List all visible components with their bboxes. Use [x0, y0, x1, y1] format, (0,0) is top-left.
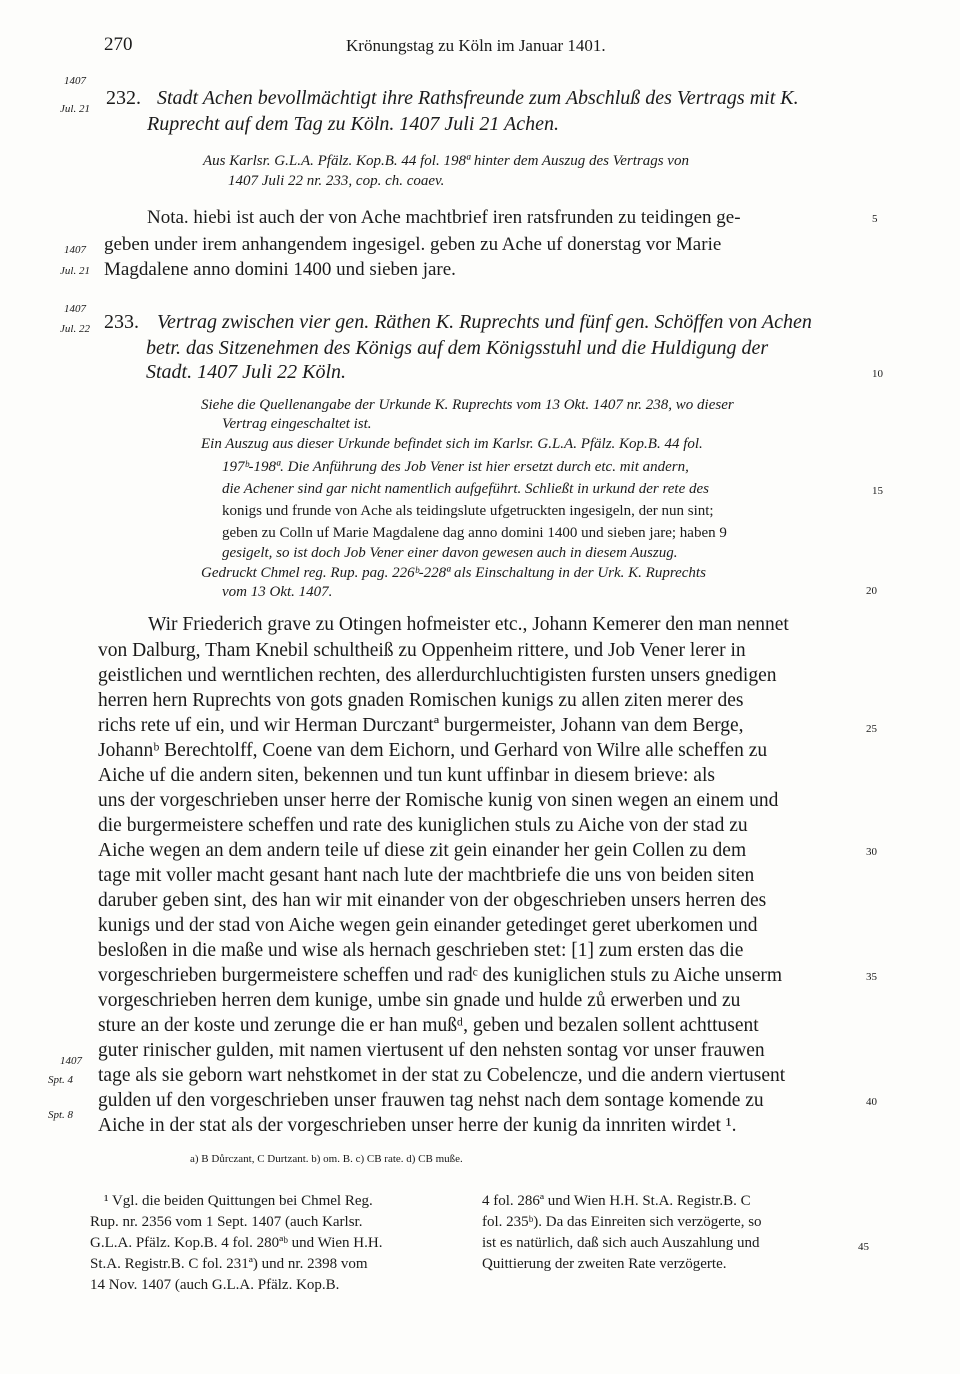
body-line: sture an der koste und zerunge die er han mußᵈ, geben und bezalen sollent achttusent [98, 1015, 759, 1036]
entry-233-source-line: Vertrag eingeschaltet ist. [222, 416, 372, 432]
line-number-5: 5 [872, 213, 878, 225]
entry-233-source-line: Ein Auszug aus dieser Urkunde befindet sich im Karlsr. G.L.A. Pfälz. Kop.B. 44 fol. [201, 436, 703, 452]
body-line: uns der vorgeschrieben unser herre der Romische kunig von sinen wegen an einem und [98, 790, 779, 811]
entry-233-source-line: Gedruckt Chmel reg. Rup. pag. 226ᵇ-228ª als Einschaltung in der Urk. K. Ruprechts [201, 565, 706, 581]
body-line: tage als sie geborn wart nehstkomet in der stat zu Cobelencze, und die andern viertusent [98, 1065, 786, 1086]
footnote-left-line: ¹ Vgl. die beiden Quittungen bei Chmel Reg. [104, 1193, 373, 1209]
body-line: Aiche in der stat als der vorgeschrieben unser herre der kunig da innriten wirdet ¹. [98, 1115, 737, 1136]
margin-date-spt-8: Spt. 8 [48, 1109, 74, 1121]
entry-232-source-line-2: 1407 Juli 22 nr. 233, cop. ch. coaev. [228, 173, 445, 189]
textual-apparatus: a) B Důrczant, C Durtzant. b) om. B. c) CB rate. d) CB muße. [190, 1153, 463, 1165]
body-line: tage mit voller macht gesant hant nach lute der machtbriefe die uns von beiden siten [98, 865, 755, 886]
footnote-left-line: 14 Nov. 1407 (auch G.L.A. Pfälz. Kop.B. [90, 1277, 340, 1293]
body-line: geistlichen und werntlichen rechten, des allerdurchluchtigisten fursten unsers gnedigen [98, 665, 777, 686]
body-line: herren hern Ruprechts von gots gnaden Romischen kunigs zu allen ziten merer des [98, 690, 744, 711]
nota-margin-date: Jul. 21 [60, 265, 90, 277]
entry-233-source-line: Siehe die Quellenangabe der Urkunde K. Ruprechts vom 13 Okt. 1407 nr. 238, wo dieser [201, 397, 734, 413]
entry-232-nota-line-1: Nota. hiebi ist auch der von Ache machtbrief iren ratsfrunden zu teidingen ge- [147, 207, 741, 228]
entry-233-source-line: die Achener sind gar nicht namentlich aufgeführt. Schließt in urkund der rete des [222, 481, 709, 497]
line-number-25: 25 [866, 723, 877, 735]
body-line: Wir Friederich grave zu Otingen hofmeister etc., Johann Kemerer den man nennet [148, 614, 789, 635]
nota-margin-year: 1407 [64, 244, 86, 256]
footnote-right-line: ist es natürlich, daß sich auch Auszahlung und [482, 1235, 760, 1251]
entry-233-source-line: konigs und frunde von Ache als teidingslute ufgetruckten ingesigeln, der nun sint; [222, 503, 714, 519]
footnote-left-line: Rup. nr. 2356 vom 1 Sept. 1407 (auch Karlsr. [90, 1214, 363, 1230]
line-number-35: 35 [866, 971, 877, 983]
entry-233-title-line-1: Vertrag zwischen vier gen. Räthen K. Ruprechts und fünf gen. Schöffen von Achen [157, 311, 812, 333]
footnote-left-line: G.L.A. Pfälz. Kop.B. 4 fol. 280ªᵇ und Wien H.H. [90, 1235, 383, 1251]
footnote-left-line: St.A. Registr.B. C fol. 231ª) und nr. 2398 vom [90, 1256, 368, 1272]
margin-year-1407: 1407 [60, 1055, 82, 1067]
body-line: die burgermeistere scheffen und rate des kuniglichen stuls zu Aiche von der stad zu [98, 815, 748, 836]
margin-date-spt-4: Spt. 4 [48, 1074, 74, 1086]
footnote-right-line: fol. 235ᵇ). Da das Einreiten sich verzögerte, so [482, 1214, 762, 1230]
entry-233-title-line-3: Stadt. 1407 Juli 22 Köln. [146, 361, 346, 383]
entry-233-source-line: 197ᵇ-198ª. Die Anführung des Job Vener ist hier ersetzt durch etc. mit andern, [222, 459, 689, 475]
entry-233-source-line: vom 13 Okt. 1407. [222, 584, 333, 600]
body-line: kunigs und der stad von Aiche wegen gein einander getedinget geret uberkomen und [98, 915, 758, 936]
body-line: Johannᵇ Berechtolff, Coene van dem Eichorn, und Gerhard von Wilre alle scheffen zu [98, 740, 768, 761]
line-number-30: 30 [866, 846, 877, 858]
line-number-20: 20 [866, 585, 877, 597]
body-line: gulden uf den vorgeschrieben unser frauwen tag nehst nach dem sontage komende zu [98, 1090, 764, 1111]
footnote-right-line: 4 fol. 286ª und Wien H.H. St.A. Registr.B. C [482, 1193, 751, 1209]
entry-232-margin-date: Jul. 21 [60, 103, 90, 115]
body-line: Aiche uf die andern siten, bekennen und tun kunt uffinbar in diesem brieve: als [98, 765, 715, 786]
entry-232-nota-line-2: geben under irem anhangendem ingesigel. geben zu Ache uf donerstag vor Marie [104, 234, 722, 255]
line-number-10: 10 [872, 368, 883, 380]
entry-232-source-line-1: Aus Karlsr. G.L.A. Pfälz. Kop.B. 44 fol. 198ª hinter dem Auszug des Vertrags von [203, 153, 689, 169]
entry-233-margin-year: 1407 [64, 303, 86, 315]
entry-232-number: 232. [106, 87, 141, 109]
entry-233-margin-date: Jul. 22 [60, 323, 90, 335]
running-title: Krönungstag zu Köln im Januar 1401. [346, 36, 606, 55]
entry-232-title-line-2: Ruprecht auf dem Tag zu Köln. 1407 Juli 21 Achen. [147, 113, 560, 135]
entry-233-number: 233. [104, 311, 139, 333]
body-line: guter rinischer gulden, mit namen viertusent uf den nehsten sontag vor unser frauwen [98, 1040, 765, 1061]
body-line: daruber geben sint, des han wir mit einander von der obgeschrieben unsers herren des [98, 890, 767, 911]
entry-233-title-line-2: betr. das Sitzenehmen des Königs auf dem Königsstuhl und die Huldigung der [146, 337, 769, 359]
page-number: 270 [104, 34, 133, 55]
body-line: besloßen in die maße und wise als hernach geschrieben stet: [1] zum ersten das die [98, 940, 744, 961]
entry-232-nota-line-3: Magdalene anno domini 1400 und sieben jare. [104, 259, 456, 280]
body-line: vorgeschrieben burgermeistere scheffen und radᶜ des kuniglichen stuls zu Aiche unserm [98, 965, 783, 986]
body-line: richs rete uf ein, und wir Herman Durczantª burgermeister, Johann van dem Berge, [98, 715, 744, 736]
line-number-45: 45 [858, 1241, 869, 1253]
entry-233-source-line: geben zu Colln uf Marie Magdalene dag anno domini 1400 und sieben jare; haben 9 [222, 525, 727, 541]
entry-232-title-line-1: Stadt Achen bevollmächtigt ihre Rathsfreunde zum Abschluß des Vertrags mit K. [157, 87, 799, 109]
entry-233-source-line: gesigelt, so ist doch Job Vener einer davon gewesen auch in diesem Auszug. [222, 545, 678, 561]
line-number-15: 15 [872, 485, 883, 497]
entry-232-margin-year: 1407 [64, 75, 86, 87]
footnote-right-line: Quittierung der zweiten Rate verzögerte. [482, 1256, 727, 1272]
body-line: vorgeschrieben herren dem kunige, umbe sin gnade und hulde zů erwerben und zu [98, 990, 741, 1011]
line-number-40: 40 [866, 1096, 877, 1108]
body-line: von Dalburg, Tham Knebil schultheiß zu Oppenheim rittere, und Job Vener lerer in [98, 640, 746, 661]
body-line: Aiche wegen an dem andern teile uf diese zit gein einander her gein Collen zu dem [98, 840, 747, 861]
